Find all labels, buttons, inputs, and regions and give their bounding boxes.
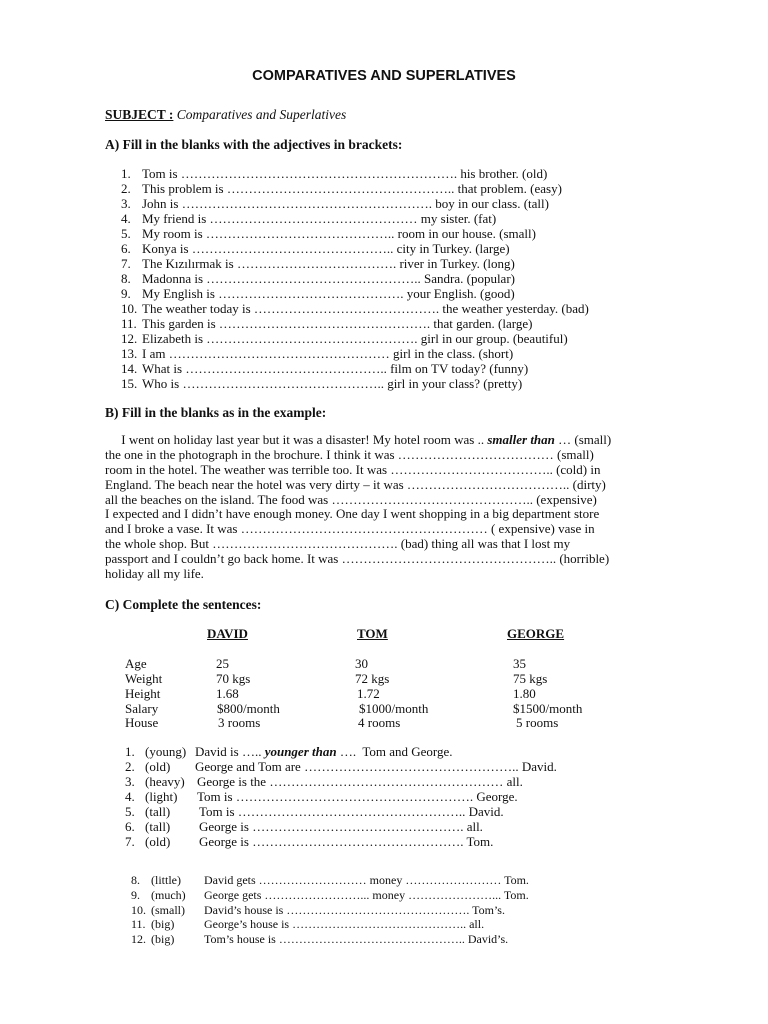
item-text: My English is ……………………………………. your English. (good) — [142, 286, 515, 301]
paragraph-line: the whole shop. But ……………………………………. (bad) thing all was that I lost my — [105, 536, 571, 552]
table-cell: 1.80 — [513, 686, 536, 701]
example-answer: smaller than — [487, 432, 555, 447]
table-cell: 70 kgs — [216, 671, 251, 686]
column-header-george: GEORGE — [507, 626, 565, 641]
item-number: 7. — [125, 834, 135, 849]
table-cell: 75 kgs — [513, 671, 548, 686]
table-cell: 72 kgs — [355, 671, 390, 686]
paragraph-line: all the beaches on the island. The food was ……………………………………….. (expensive) — [105, 491, 597, 507]
subject-label: SUBJECT : — [105, 107, 174, 122]
paragraph-line: England. The beach near the hotel was very dirty – it was ……………………………….. (dirty) — [105, 476, 606, 492]
row-label: Salary — [125, 701, 159, 716]
item-text: David gets ……………………… money …………………… Tom. — [204, 873, 529, 887]
column-header-tom: TOM — [357, 626, 388, 641]
item-text: George and Tom are ………………………………………….. David. — [195, 759, 557, 774]
row-label: Weight — [125, 671, 163, 686]
table-cell: 4 rooms — [358, 715, 401, 730]
item-number: 13. — [121, 346, 138, 361]
item-hint: (little) — [151, 873, 181, 887]
column-header-david: DAVID — [207, 626, 248, 641]
item-hint: (small) — [151, 903, 185, 917]
row-label: Height — [125, 686, 161, 701]
item-hint: (heavy) — [145, 774, 185, 789]
item-number: 12. — [121, 331, 138, 346]
table-cell: 3 rooms — [218, 715, 261, 730]
paragraph-line: room in the hotel. The weather was terrible too. It was ……………………………….. (cold) in — [105, 461, 601, 477]
item-hint: (light) — [145, 789, 178, 804]
item-hint: (young) — [145, 744, 187, 759]
row-label: Age — [125, 656, 147, 671]
paragraph-line: holiday all my life. — [105, 566, 204, 582]
table-cell: 1.72 — [357, 686, 380, 701]
item-number: 11. — [121, 316, 137, 331]
item-number: 2. — [121, 181, 131, 196]
table-cell: 1.68 — [216, 686, 239, 701]
item-hint: (tall) — [145, 819, 171, 834]
item-text: My friend is ………………………………………… my sister. (fat) — [142, 211, 497, 226]
item-hint: (big) — [151, 917, 175, 931]
item-number: 2. — [125, 759, 135, 774]
table-cell: 30 — [355, 656, 368, 671]
item-text: Tom’s house is ……………………………………….. David’s. — [204, 932, 509, 946]
table-cell: 5 rooms — [516, 715, 559, 730]
table-cell: 25 — [216, 656, 229, 671]
item-number: 9. — [131, 888, 140, 902]
item-number: 4. — [125, 789, 135, 804]
table-cell: 35 — [513, 656, 526, 671]
item-text: John is …………………………………………………. boy in our class. (tall) — [142, 196, 549, 211]
item-number: 12. — [131, 932, 146, 946]
section-b-paragraph — [105, 433, 640, 582]
page-title: COMPARATIVES AND SUPERLATIVES — [252, 68, 516, 84]
item-hint: (old) — [145, 834, 171, 849]
item-number: 5. — [121, 226, 131, 241]
item-hint: (old) — [145, 759, 171, 774]
subject-line — [105, 108, 346, 122]
item-number: 9. — [121, 286, 131, 301]
item-text: George’s house is …………………………………….. all. — [204, 917, 485, 931]
item-text: David’s house is ………………………………………. Tom’s. — [204, 903, 505, 917]
item-text: Madonna is ………………………………………….. Sandra. (popular) — [142, 271, 515, 286]
paragraph-line: I went on holiday last year but it was a disaster! My hotel room was .. smaller than … (small) — [105, 432, 612, 447]
item-text: Tom is …………………………………………….. David. — [199, 804, 504, 819]
item-number: 8. — [131, 873, 140, 887]
item-hint: (tall) — [145, 804, 171, 819]
item-number: 3. — [125, 774, 135, 789]
paragraph-line: the one in the photograph in the brochure. I think it was ……………………………… (small) — [105, 446, 594, 462]
item-number: 1. — [125, 744, 135, 759]
item-text: George is …………………………………………. Tom. — [199, 834, 494, 849]
item-text: George is the ……………………………………………… all. — [197, 774, 523, 789]
item-text: This garden is …………………………………………. that garden. (large) — [142, 316, 533, 331]
paragraph-line: I expected and I didn’t have enough money. One day I went shopping in a big department store — [105, 506, 600, 522]
table-cell: $800/month — [217, 701, 280, 716]
item-text: What is ……………………………………….. film on TV today? (funny) — [142, 361, 529, 376]
item-text: Elizabeth is …………………………………………. girl in our group. (beautiful) — [142, 331, 568, 346]
subject-value: Comparatives and Superlatives — [176, 107, 347, 122]
item-text: The Kızılırmak is ………………………………. river in Turkey. (long) — [142, 256, 515, 271]
item-text: Konya is ……………………………………….. city in Turkey. (large) — [142, 241, 510, 256]
table-cell: $1500/month — [513, 701, 583, 716]
item-number: 8. — [121, 271, 131, 286]
item-hint: (much) — [151, 888, 186, 902]
item-text: David is ….. younger than …. Tom and George. — [195, 744, 453, 759]
item-number: 11. — [131, 917, 146, 931]
item-text: I am …………………………………………… girl in the class. (short) — [142, 346, 514, 361]
section-b-heading: B) Fill in the blanks as in the example: — [105, 405, 327, 420]
item-text: Tom is ………………………………………………………. his brother. (old) — [142, 166, 548, 181]
row-label: House — [125, 715, 159, 730]
item-text: My room is …………………………………….. room in our house. (small) — [142, 226, 536, 241]
item-text: This problem is …………………………………………….. that problem. (easy) — [142, 181, 562, 196]
paragraph-line: and I broke a vase. It was ………………………………………………… ( expensive) vase in — [105, 521, 595, 537]
section-a-heading: A) Fill in the blanks with the adjectives in brackets: — [105, 137, 403, 152]
item-text: George is …………………………………………. all. — [199, 819, 483, 834]
item-number: 14. — [121, 361, 138, 376]
item-number: 15. — [121, 376, 138, 391]
item-number: 1. — [121, 166, 131, 181]
example-answer: younger than — [264, 744, 337, 759]
item-number: 6. — [121, 241, 131, 256]
item-number: 10. — [121, 301, 138, 316]
item-number: 10. — [131, 903, 146, 917]
item-hint: (big) — [151, 932, 175, 946]
paragraph-line: passport and I couldn’t go back home. It was ………………………………………….. (horrible) — [105, 551, 610, 567]
item-text: Who is ……………………………………….. girl in your class? (pretty) — [142, 376, 523, 391]
item-text: The weather today is ……………………………………. the weather yesterday. (bad) — [142, 301, 589, 316]
item-number: 7. — [121, 256, 131, 271]
item-number: 6. — [125, 819, 135, 834]
item-text: Tom is ………………………………………………. George. — [197, 789, 518, 804]
section-c-heading: C) Complete the sentences: — [105, 597, 262, 612]
item-text: George gets ……………………... money …………………... Tom. — [204, 888, 529, 902]
item-number: 4. — [121, 211, 131, 226]
item-number: 5. — [125, 804, 135, 819]
item-number: 3. — [121, 196, 131, 211]
table-cell: $1000/month — [359, 701, 429, 716]
